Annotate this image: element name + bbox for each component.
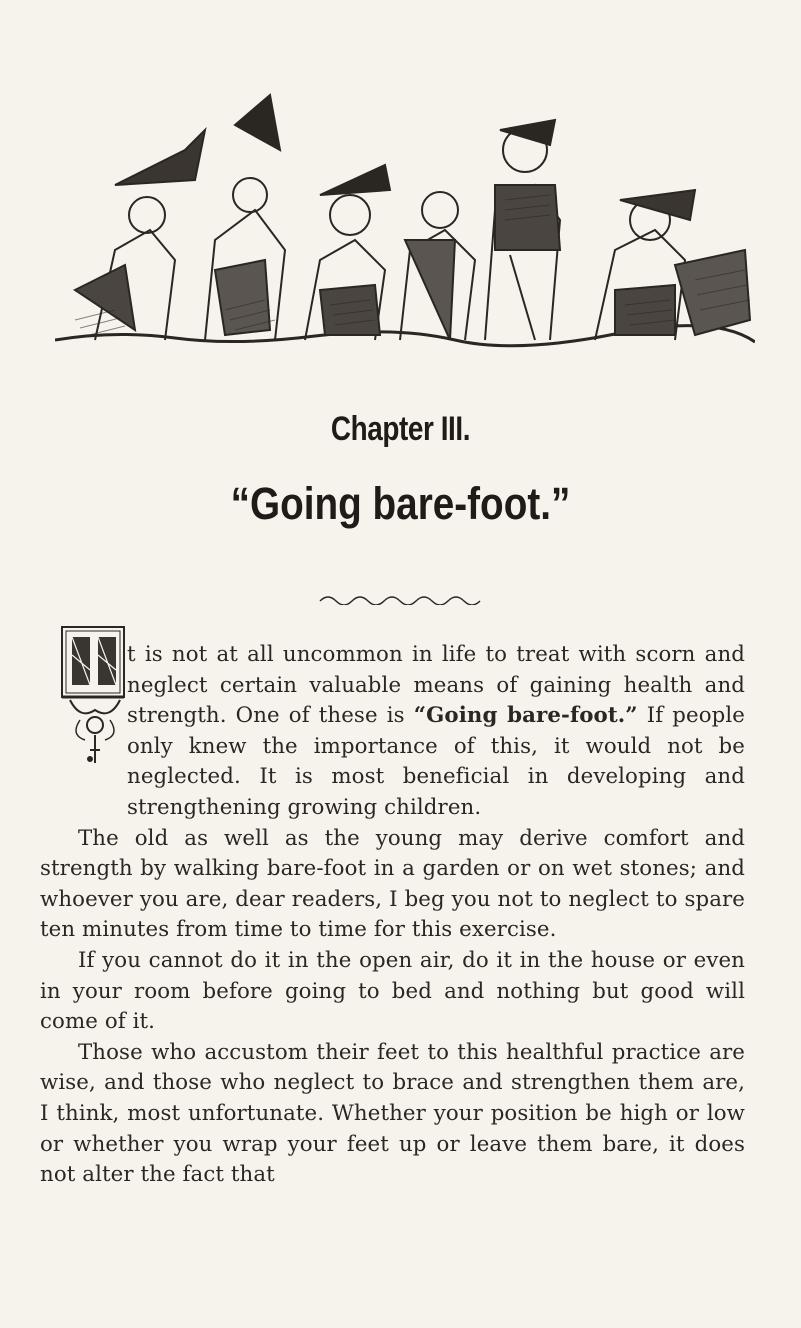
chapter-title: “Going bare-foot.” xyxy=(230,478,571,529)
paragraph-intro-tail: If people only knew the importance of this, it would not be neglected. It is most beneficial in developing and strengthening growing children. xyxy=(127,703,745,820)
chapter-number-heading: Chapter III. xyxy=(330,410,471,448)
paragraph-2: The old as well as the young may derive comfort and strength by walking bare-foot in a garden or on wet stones; and whoever you are, dear readers, I beg you not to neglect to spare ten minutes from time to time for this exercise. xyxy=(40,825,745,943)
chapter-body xyxy=(40,640,745,1191)
paragraph-3: If you cannot do it in the open air, do it in the house or even in your room before going to bed and nothing but good will come of it. xyxy=(40,947,745,1035)
paragraph-intro-lead: t is not at all uncommon in life to treat with scorn and neglect certain valuable means of gaining health and strength. One of these is xyxy=(127,642,745,729)
children-engraving-illustration xyxy=(55,90,755,355)
emphasized-phrase: “Going bare-foot.” xyxy=(413,703,638,729)
paragraph-intro xyxy=(127,640,745,824)
ornamental-divider xyxy=(318,593,486,605)
paragraph-4: Those who accustom their feet to this healthful practice are wise, and those who neglect to brace and strengthen them are, I think, most unfortunate. Whether your position be high or low or whether you wrap your feet up or leave them bare, it does not alter the fact that xyxy=(40,1039,745,1188)
